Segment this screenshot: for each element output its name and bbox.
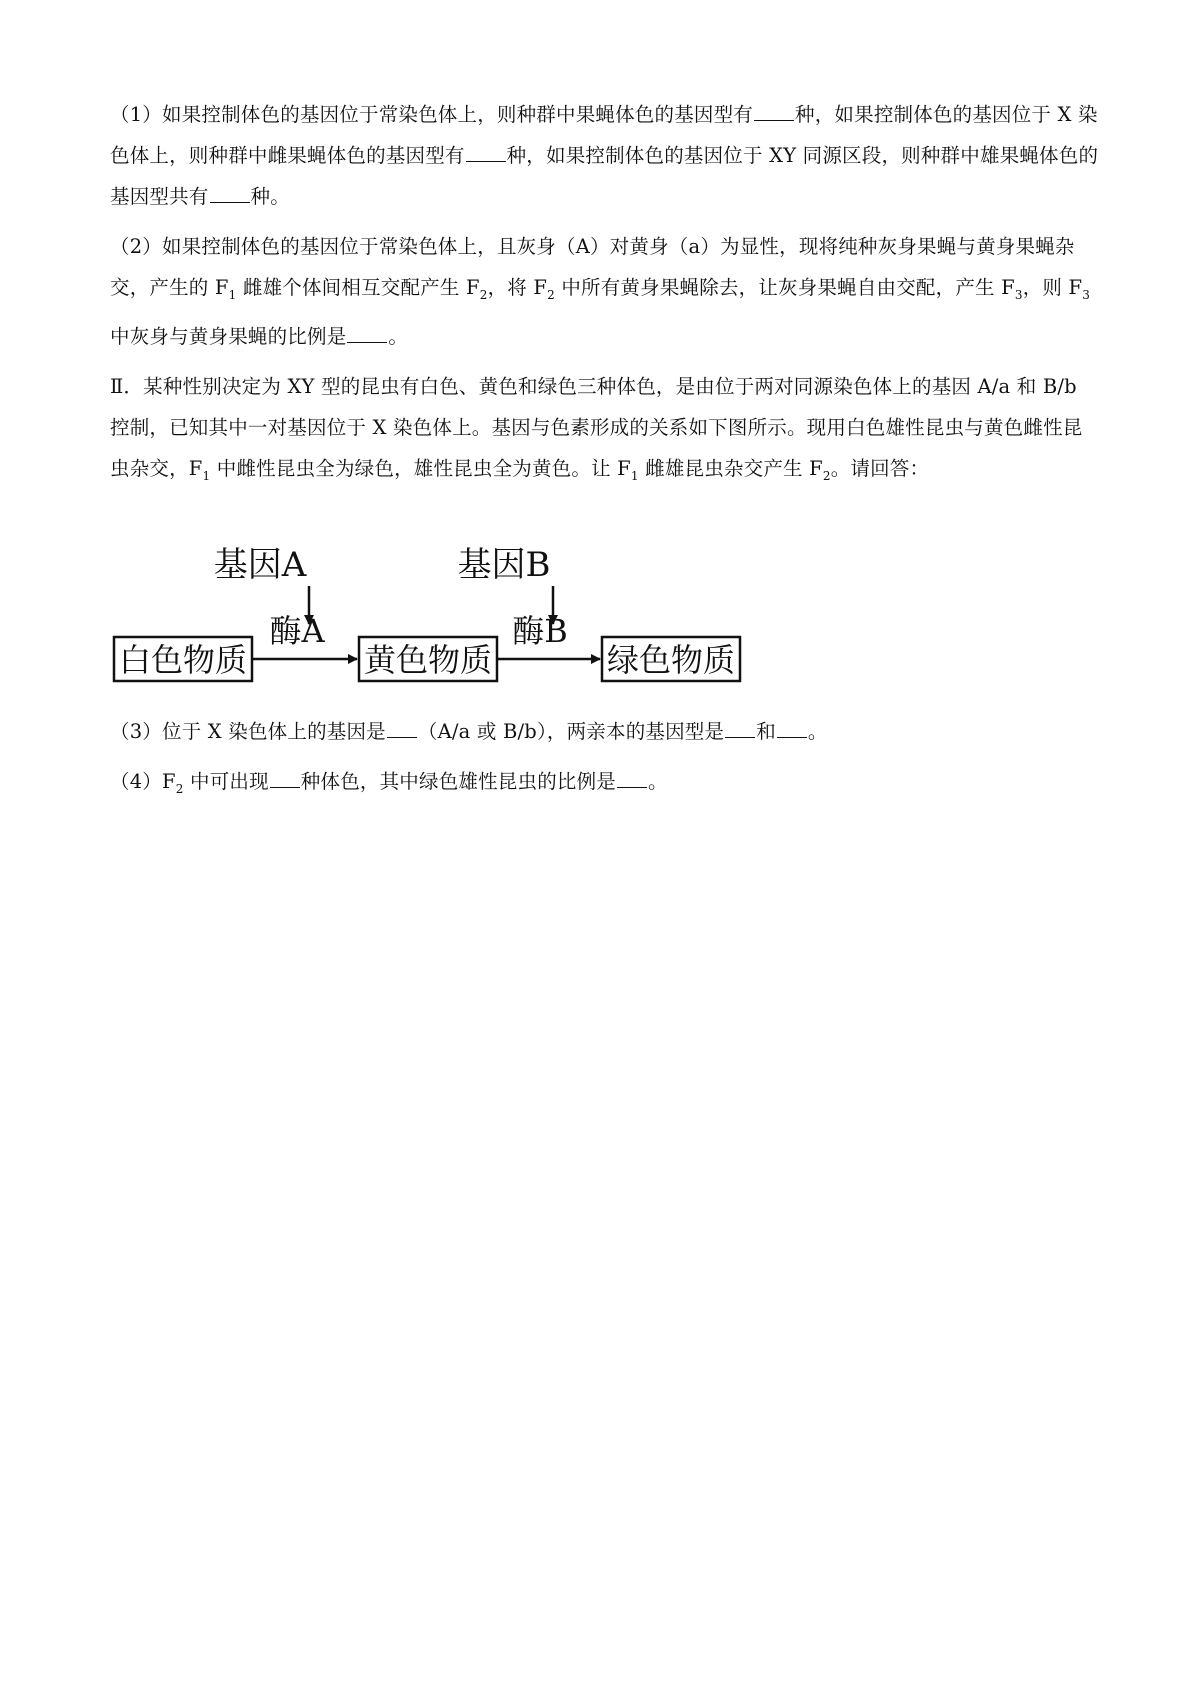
part-ii-text-2: 中雌性昆虫全为绿色，雄性昆虫全为黄色。让 F bbox=[210, 456, 631, 480]
subscript: 3 bbox=[1014, 287, 1023, 302]
document-body bbox=[110, 94, 1100, 506]
answer-blank bbox=[777, 721, 807, 738]
subscript: 3 bbox=[1082, 287, 1091, 302]
subscript: 2 bbox=[547, 287, 555, 302]
pigment-pathway-diagram bbox=[112, 530, 762, 700]
q4-text-4: 。 bbox=[648, 770, 668, 793]
q2-text-5: ，则 F bbox=[1022, 276, 1083, 299]
answer-blank bbox=[754, 104, 794, 121]
gene-a-label: 基因A bbox=[213, 545, 307, 585]
part-ii-text-1: Ⅱ．某种性别决定为 XY 型的昆虫有白色、黄色和绿色三种体色，是由位于两对同源染色体上的基因 A/a 和 B/b 控制，已知其中一对基因位于 X 染色体上。基因与色素形成的关系如下图所示。现用白色雄性昆虫与黄色雌性昆虫杂交，F bbox=[110, 374, 1083, 480]
q1-text-4: 种。 bbox=[250, 185, 290, 208]
q2-text-6: 中灰身与黄身果蝇的比例是 bbox=[110, 324, 347, 348]
question-1 bbox=[110, 94, 1100, 217]
q1-text-3: 种，如果控制体色的基因位于 XY 同源区段，则种群中雄果蝇体色的基因型共有 bbox=[110, 144, 1099, 208]
q3-text-1: （3）位于 X 染色体上的基因是 bbox=[110, 720, 386, 743]
subscript: 2 bbox=[479, 287, 488, 302]
q3-text-4: 。 bbox=[807, 720, 828, 743]
answer-blank bbox=[347, 326, 387, 343]
pathway-svg bbox=[112, 530, 762, 700]
q3-text-2: （A/a 或 B/b），两亲本的基因型是 bbox=[417, 720, 725, 743]
green-substance-label: 绿色物质 bbox=[606, 641, 736, 679]
subscript: 2 bbox=[175, 781, 184, 796]
yellow-substance-label: 黄色物质 bbox=[363, 641, 493, 679]
answer-blank bbox=[387, 721, 417, 738]
q1-text-2: 种，如果控制体色的基因位于 X 染色体上，则种群中雌果蝇体色的基因型有 bbox=[110, 103, 1098, 167]
q2-text-4: 中所有黄身果蝇除去，让灰身果蝇自由交配，产生 F bbox=[554, 276, 1015, 299]
question-4 bbox=[110, 761, 1100, 810]
answer-blank bbox=[270, 771, 300, 788]
subscript: 2 bbox=[822, 468, 831, 483]
q4-text-3: 种体色，其中绿色雄性昆虫的比例是 bbox=[300, 770, 616, 793]
answer-blank bbox=[725, 721, 755, 738]
q2-text-3: ，将 F bbox=[487, 276, 548, 299]
part-ii-text-3: 雌雄昆虫杂交产生 F bbox=[638, 456, 823, 480]
white-substance-label: 白色物质 bbox=[118, 641, 248, 679]
part-ii-text-4: 。请回答： bbox=[830, 456, 930, 480]
q4-text-2: 中可出现 bbox=[183, 770, 269, 793]
gene-b-label: 基因B bbox=[457, 545, 551, 585]
q4-text-1: （4）F bbox=[110, 770, 176, 793]
answer-blank bbox=[617, 771, 647, 788]
question-3 bbox=[110, 711, 1100, 752]
answer-blank bbox=[466, 145, 506, 162]
enzyme-a-label: 酶A bbox=[269, 612, 325, 650]
q2-text-7: 。 bbox=[388, 324, 409, 348]
document-body-lower bbox=[110, 711, 1100, 819]
subscript: 1 bbox=[630, 468, 639, 483]
subscript: 1 bbox=[228, 287, 237, 302]
q2-text-1: （2）如果控制体色的基因位于常染色体上，且灰身（A）对黄身（a）为显性，现将纯种灰身果蝇与黄身果蝇杂交，产生的 F bbox=[110, 235, 1075, 299]
q1-text-1: （1）如果控制体色的基因位于常染色体上，则种群中果蝇体色的基因型有 bbox=[110, 103, 754, 126]
question-2 bbox=[110, 226, 1100, 357]
part-ii-intro bbox=[110, 366, 1100, 497]
subscript: 1 bbox=[202, 468, 211, 483]
q3-text-3: 和 bbox=[756, 720, 776, 743]
enzyme-b-label: 酶B bbox=[512, 612, 568, 650]
q2-text-2: 雌雄个体间相互交配产生 F bbox=[236, 276, 480, 299]
answer-blank bbox=[210, 186, 250, 203]
